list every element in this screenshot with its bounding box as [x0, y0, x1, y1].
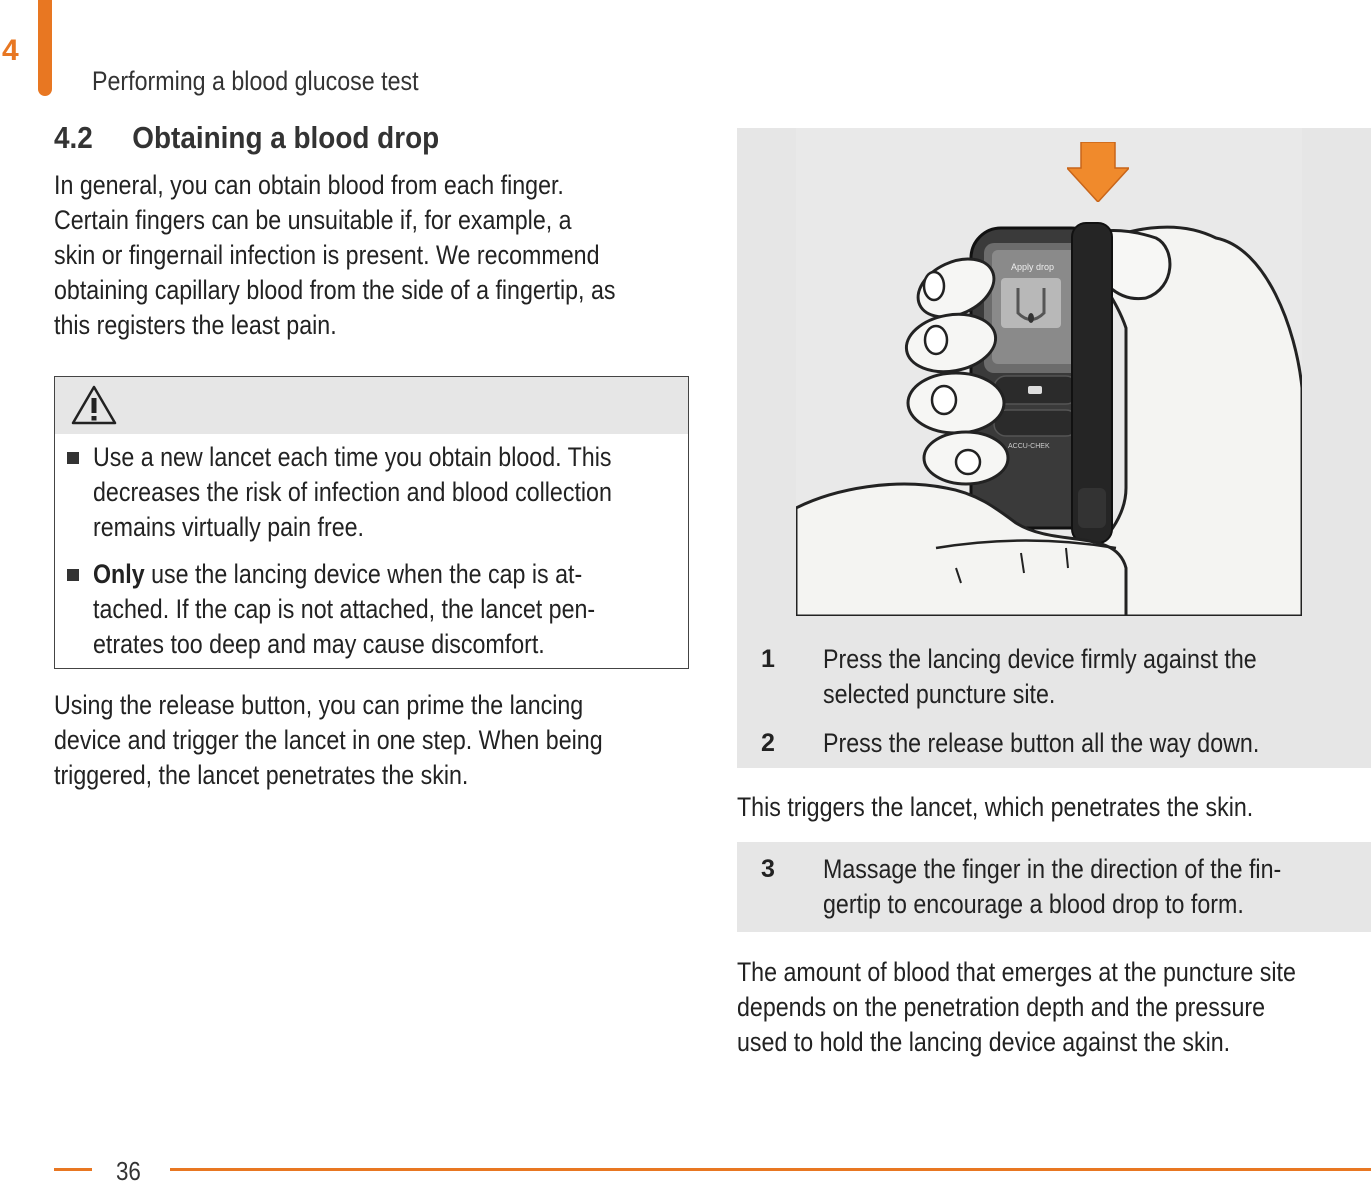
release-paragraph: [54, 688, 603, 793]
intro-line: this registers the least pain.: [54, 310, 337, 340]
step-text: [823, 726, 1259, 761]
step-line: gertip to encourage a blood drop to form.: [823, 889, 1244, 919]
svg-text:Apply drop: Apply drop: [1011, 262, 1055, 272]
step-3-panel: [737, 842, 1371, 932]
step-number: 1: [761, 645, 775, 673]
closing-line: used to hold the lancing device against the skin.: [737, 1027, 1231, 1057]
warning-line: remains virtually pain free.: [93, 512, 365, 542]
emphasis-only: Only: [93, 559, 145, 589]
warning-header: [55, 377, 688, 434]
running-title: Performing a blood glucose test: [92, 66, 419, 96]
intro-line: skin or fingernail infection is present. We recommend: [54, 240, 600, 270]
intro-line: In general, you can obtain blood from each finger.: [54, 170, 564, 200]
footer-rule-right: [170, 1168, 1371, 1171]
step-text: [823, 642, 1257, 712]
warning-triangle-icon: [71, 385, 117, 425]
warning-line: tached. If the cap is not attached, the lancet pen-: [93, 594, 596, 624]
intro-paragraph: [54, 168, 615, 343]
step-line: Massage the finger in the direction of the fin-: [823, 854, 1282, 884]
release-line: triggered, the lancet penetrates the skin.: [54, 760, 469, 790]
chapter-tab-bar: [38, 0, 52, 96]
warning-item-text: [93, 440, 612, 545]
warning-box: [54, 376, 689, 669]
step-number: 3: [761, 855, 775, 883]
trigger-paragraph: [737, 790, 1253, 825]
chapter-number: 4: [2, 34, 19, 67]
down-arrow-icon: [1067, 142, 1129, 202]
warning-line-rest: use the lancing device when the cap is at-: [144, 559, 583, 589]
section-title-text: Obtaining a blood drop: [132, 120, 440, 155]
footer-rule-left: [54, 1168, 92, 1171]
step-number: 2: [761, 729, 775, 757]
warning-line: Use a new lancet each time you obtain blood. This: [93, 442, 612, 472]
release-line: device and trigger the lancet in one step. When being: [54, 725, 603, 755]
hand-pressing-lancing-device-illustration: [796, 128, 1302, 616]
illustration-panel: [737, 128, 1371, 768]
trigger-line: This triggers the lancet, which penetrates the skin.: [737, 792, 1254, 822]
step-line: Press the release button all the way down.: [823, 728, 1260, 758]
closing-paragraph: [737, 955, 1296, 1060]
warning-line: [93, 557, 595, 592]
intro-line: obtaining capillary blood from the side of a fingertip, as: [54, 275, 616, 305]
closing-line: The amount of blood that emerges at the puncture site: [737, 957, 1296, 987]
section-title: [54, 120, 439, 156]
page-number: 36: [116, 1156, 141, 1181]
svg-text:ACCU-CHEK: ACCU-CHEK: [1008, 443, 1050, 450]
step-line: Press the lancing device firmly against the: [823, 644, 1257, 674]
warning-item-text: [93, 557, 595, 662]
release-line: Using the release button, you can prime the lancing: [54, 690, 584, 720]
intro-line: Certain fingers can be unsuitable if, for example, a: [54, 205, 572, 235]
square-bullet-icon: [67, 569, 79, 581]
step-line: selected puncture site.: [823, 679, 1056, 709]
closing-line: depends on the penetration depth and the pressure: [737, 992, 1266, 1022]
warning-line: decreases the risk of infection and blood collection: [93, 477, 612, 507]
warning-line: etrates too deep and may cause discomfort.: [93, 629, 545, 659]
section-number: 4.2: [54, 120, 93, 155]
step-text: [823, 852, 1281, 922]
square-bullet-icon: [67, 452, 79, 464]
